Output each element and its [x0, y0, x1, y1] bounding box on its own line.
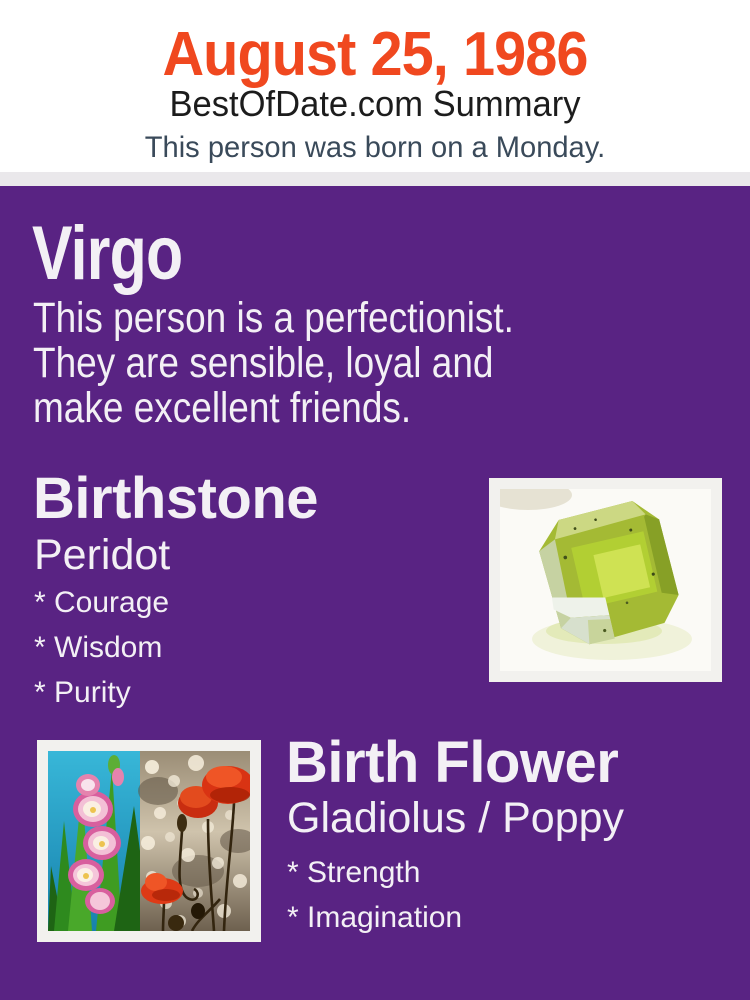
born-day-line: This person was born on a Monday.	[144, 131, 606, 164]
zodiac-description-line: They are sensible, loyal and	[33, 339, 494, 387]
zodiac-description-line: This person is a perfectionist.	[33, 294, 514, 342]
header-divider	[0, 172, 750, 186]
zodiac-description	[33, 296, 514, 431]
birth-flower-trait: * Imagination	[287, 901, 463, 934]
birthstone-trait-list	[34, 580, 169, 715]
birthstone-trait: * Purity	[34, 676, 131, 709]
birth-flower-title: Birth Flower	[286, 730, 619, 795]
date-title: August 25, 1986	[162, 20, 588, 89]
birthstone-name: Peridot	[34, 531, 171, 579]
gladiolus-poppy-illustration	[48, 751, 250, 931]
poppy-half	[138, 751, 250, 931]
birthstone-trait: * Wisdom	[34, 631, 163, 664]
birthstone-trait: * Courage	[34, 586, 170, 619]
birth-flower-trait-list	[287, 850, 462, 940]
birthstone-photo	[489, 478, 722, 682]
zodiac-description-line: make excellent friends.	[33, 384, 412, 432]
zodiac-sign-title: Virgo	[32, 211, 183, 296]
site-summary-subtitle: BestOfDate.com Summary	[169, 83, 581, 124]
birth-flower-name: Gladiolus / Poppy	[287, 794, 625, 842]
birth-flower-trait: * Strength	[287, 856, 421, 889]
peridot-gem-illustration	[500, 489, 711, 671]
birthstone-title: Birthstone	[33, 466, 318, 531]
gladiolus-half	[48, 751, 140, 931]
birth-flower-photo	[37, 740, 261, 942]
